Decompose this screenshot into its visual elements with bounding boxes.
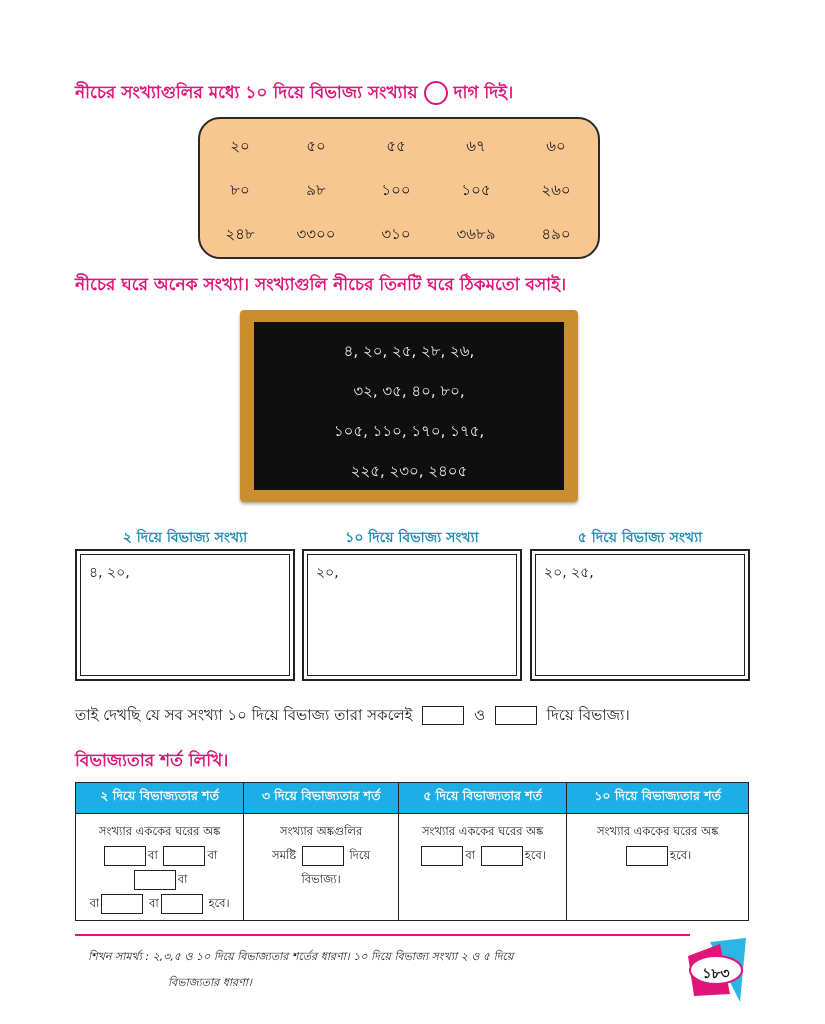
or-label: বা bbox=[89, 896, 100, 910]
page-number-badge bbox=[680, 938, 752, 1002]
rule-cell-10 bbox=[567, 814, 749, 921]
answer-box-5-content[interactable]: ২০, ২৫, bbox=[535, 554, 745, 676]
answer-box-2-content[interactable]: ৪, ২০, bbox=[80, 554, 290, 676]
rule-cell-5 bbox=[399, 814, 567, 921]
by-label: দিয়ে bbox=[349, 848, 371, 862]
rule-2-blanks-row1 bbox=[79, 843, 240, 891]
grid-number[interactable]: ৩১০ bbox=[381, 225, 411, 243]
rule-3-blank[interactable] bbox=[302, 846, 344, 866]
grid-number[interactable]: ৮০ bbox=[230, 181, 250, 199]
rule-2-blank[interactable] bbox=[101, 894, 143, 914]
table-header-row bbox=[76, 783, 749, 814]
sum-label: সমষ্টি bbox=[272, 848, 297, 862]
board-line: ১০৫, ১১০, ১৭০, ১৭৫, bbox=[333, 422, 485, 440]
grid-number[interactable]: ৯৮ bbox=[306, 181, 326, 199]
rule-5-blank[interactable] bbox=[481, 846, 523, 866]
or-label: বা bbox=[148, 848, 158, 862]
section3-heading: বিভাজ্যতার শর্ত লিখি। bbox=[75, 751, 229, 771]
rule-3-row3: বিভাজ্য। bbox=[301, 872, 341, 886]
header-rule-3: ৩ দিয়ে বিভাজ্যতার শর্ত bbox=[244, 783, 399, 814]
rule-5-text: সংখ্যার এককের ঘরের অঙ্ক bbox=[421, 824, 544, 838]
board-line: ৪, ২০, ২৫, ২৮, ২৬, bbox=[343, 342, 475, 360]
rule-10-text: সংখ্যার এককের ঘরের অঙ্ক bbox=[596, 824, 719, 838]
blank-input-2[interactable] bbox=[495, 706, 537, 725]
board-line: ২২৫, ২৩০, ২৪০৫ bbox=[350, 462, 468, 480]
blackboard bbox=[240, 310, 578, 502]
section1-heading bbox=[75, 80, 513, 108]
grid-number[interactable]: ১০৫ bbox=[461, 181, 491, 199]
box-title-5: ৫ দিয়ে বিভাজ্য সংখ্যা bbox=[577, 530, 703, 546]
grid-number[interactable]: ১০০ bbox=[381, 181, 411, 199]
header-rule-10: ১০ দিয়ে বিভাজ্যতার শর্ত bbox=[567, 783, 749, 814]
learning-outcome bbox=[88, 944, 668, 996]
header-rule-2: ২ দিয়ে বিভাজ্যতার শর্ত bbox=[76, 783, 244, 814]
table-row bbox=[76, 814, 749, 921]
answer-box-2[interactable] bbox=[75, 549, 295, 681]
rule-5-blank[interactable] bbox=[421, 846, 463, 866]
rule-2-blank[interactable] bbox=[104, 846, 146, 866]
section1-heading-text: নীচের সংখ্যাগুলির মধ্যে ১০ দিয়ে বিভাজ্য সংখ্যায় bbox=[75, 83, 418, 103]
answer-box-10-content[interactable]: ২০, bbox=[307, 554, 517, 676]
rule-3-text: সংখ্যার অঙ্কগুলির bbox=[279, 824, 363, 838]
conclusion-text-1: তাই দেখছি যে সব সংখ্যা ১০ দিয়ে বিভাজ্য তারা সকলেই bbox=[75, 706, 413, 724]
rule-cell-2 bbox=[76, 814, 244, 921]
will-be-label: হবে। bbox=[670, 848, 692, 862]
grid-number[interactable]: ৩৩০০ bbox=[296, 225, 336, 243]
number-grid bbox=[198, 117, 600, 259]
box-title-10: ১০ দিয়ে বিভাজ্য সংখ্যা bbox=[345, 530, 479, 546]
or-label: বা bbox=[207, 848, 218, 862]
rule-3-row2 bbox=[247, 843, 395, 867]
grid-number[interactable]: ৪৯০ bbox=[541, 225, 571, 243]
or-label: বা bbox=[177, 872, 188, 886]
section2-heading: নীচের ঘরে অনেক সংখ্যা। সংখ্যাগুলি নীচের তিনটি ঘরে ঠিকমতো বসাই। bbox=[75, 275, 567, 295]
blank-input-1[interactable] bbox=[422, 706, 464, 725]
grid-number[interactable]: ৫৫ bbox=[386, 137, 406, 155]
answer-box-5[interactable] bbox=[530, 549, 750, 681]
circle-mark-icon bbox=[424, 81, 448, 105]
section1-heading-end: দাগ দিই। bbox=[453, 83, 514, 103]
or-label: বা bbox=[149, 896, 159, 910]
rule-2-blank[interactable] bbox=[161, 894, 203, 914]
grid-number[interactable]: ২০ bbox=[230, 137, 250, 155]
box-title-2: ২ দিয়ে বিভাজ্য সংখ্যা bbox=[122, 530, 248, 546]
grid-number[interactable]: ২৬০ bbox=[541, 181, 571, 199]
will-be-label: হবে। bbox=[524, 848, 546, 862]
header-rule-5: ৫ দিয়ে বিভাজ্যতার শর্ত bbox=[399, 783, 567, 814]
footer-divider bbox=[75, 934, 690, 936]
conclusion-and: ও bbox=[474, 706, 486, 724]
blackboard-surface bbox=[254, 322, 564, 490]
rule-2-blank[interactable] bbox=[163, 846, 205, 866]
learning-outcome-line1: শিখন সামর্থ্য : ২,৩,৫ ও ১০ দিয়ে বিভাজ্যতার শর্তের ধারণা। ১০ দিয়ে বিভাজ্য সংখ্যা ২ ও ৫ দিয়ে bbox=[88, 950, 514, 963]
rule-2-blanks-row2 bbox=[79, 891, 240, 915]
rule-2-blank[interactable] bbox=[134, 870, 176, 890]
rule-cell-3 bbox=[244, 814, 399, 921]
page-number: ১৮৩ bbox=[702, 966, 730, 982]
rule-5-blanks bbox=[402, 843, 563, 867]
grid-number[interactable]: ৫০ bbox=[306, 137, 326, 155]
conclusion-text-2: দিয়ে বিভাজ্য। bbox=[546, 706, 630, 724]
board-line: ৩২, ৩৫, ৪০, ৮০, bbox=[353, 382, 465, 400]
rule-10-blank[interactable] bbox=[626, 846, 668, 866]
grid-number[interactable]: ৬৭ bbox=[466, 137, 486, 155]
answer-box-10[interactable] bbox=[302, 549, 522, 681]
or-label: বা bbox=[465, 848, 476, 862]
learning-outcome-line2: বিভাজ্যতার ধারণা। bbox=[168, 976, 252, 989]
grid-number[interactable]: ২৪৮ bbox=[225, 225, 255, 243]
grid-number[interactable]: ৩৬৮৯ bbox=[456, 225, 496, 243]
rule-2-text: সংখ্যার এককের ঘরের অঙ্ক bbox=[98, 824, 221, 838]
divisibility-rules-table bbox=[75, 782, 749, 921]
grid-number[interactable]: ৬০ bbox=[546, 137, 566, 155]
rule-10-blank-row bbox=[570, 843, 745, 867]
conclusion-sentence bbox=[75, 704, 630, 729]
will-be-label: হবে। bbox=[208, 896, 230, 910]
